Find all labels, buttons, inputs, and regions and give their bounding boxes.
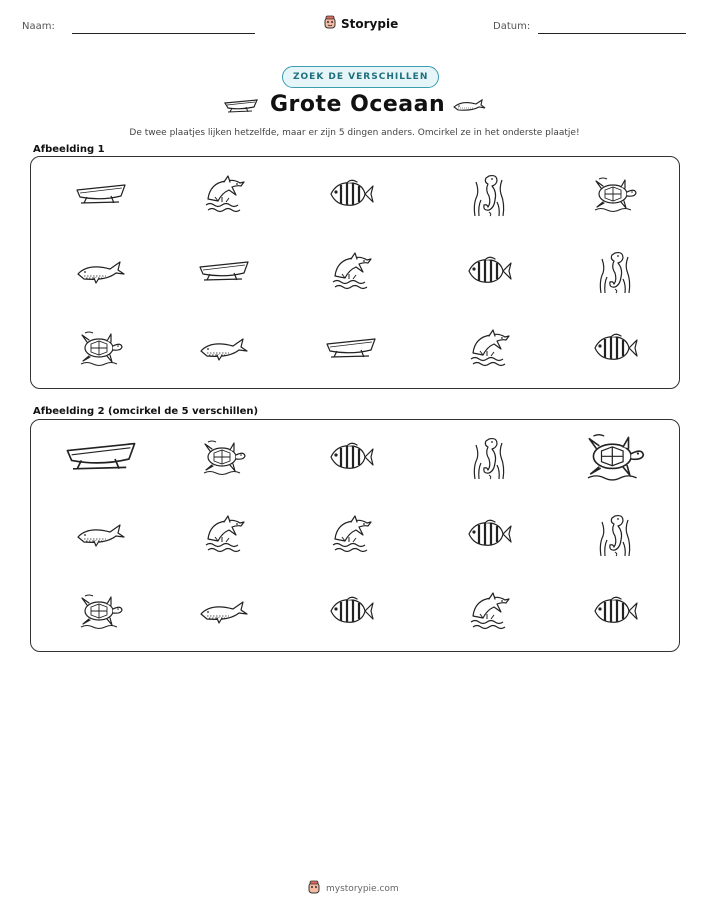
- picture1-label: Afbeelding 1: [33, 144, 105, 155]
- seahorse-icon: [469, 170, 509, 222]
- footer-url: mystorypie.com: [326, 883, 399, 894]
- fish-icon: [591, 331, 639, 369]
- storypie-mascot-icon: [323, 14, 337, 33]
- activity-badge: ZOEK DE VERSCHILLEN: [282, 66, 439, 88]
- fish-icon: [465, 254, 513, 292]
- title-whale-icon: [452, 97, 486, 117]
- dolphin-icon: [329, 250, 373, 296]
- whale-icon[interactable]: [76, 521, 126, 551]
- title-canoe-icon: [224, 98, 258, 117]
- turtle-icon: [591, 176, 639, 216]
- seahorse-icon[interactable]: [595, 510, 635, 562]
- dolphin-icon[interactable]: [467, 590, 511, 636]
- brand-name: Storypie: [341, 16, 399, 31]
- instructions-text: De twee plaatjes lijken hetzelfde, maar er zijn 5 dingen anders. Omcirkel ze in het onderste plaatje!: [129, 128, 580, 138]
- canoe-icon: [198, 259, 250, 287]
- dolphin-icon[interactable]: [202, 513, 246, 559]
- dolphin-icon: [467, 327, 511, 373]
- canoe-icon: [325, 336, 377, 364]
- picture2-panel[interactable]: [30, 419, 680, 652]
- footer: [307, 880, 399, 897]
- name-field[interactable]: [72, 33, 255, 34]
- picture2-label: Afbeelding 2 (omcirkel de 5 verschillen): [33, 406, 259, 417]
- canoe-icon: [75, 182, 127, 210]
- turtle-icon: [77, 330, 125, 370]
- whale-icon: [76, 258, 126, 288]
- brand-logo: [323, 14, 398, 33]
- whale-icon[interactable]: [199, 598, 249, 628]
- fish-icon: [327, 177, 375, 215]
- dolphin-icon[interactable]: [329, 513, 373, 559]
- canoe-icon[interactable]: [65, 439, 138, 478]
- turtle-icon[interactable]: [77, 593, 125, 633]
- fish-icon[interactable]: [327, 440, 375, 478]
- fish-icon[interactable]: [327, 594, 375, 632]
- turtle-icon[interactable]: [200, 439, 248, 479]
- whale-icon: [199, 335, 249, 365]
- dolphin-icon: [202, 173, 246, 219]
- turtle-icon[interactable]: [583, 432, 648, 486]
- storypie-mascot-icon: [307, 880, 321, 897]
- seahorse-icon: [595, 247, 635, 299]
- picture1-panel: [30, 156, 680, 389]
- page-title: Grote Oceaan: [270, 92, 446, 117]
- date-field[interactable]: [538, 33, 686, 34]
- fish-icon[interactable]: [591, 594, 639, 632]
- date-label: Datum:: [493, 21, 531, 32]
- seahorse-icon[interactable]: [469, 433, 509, 485]
- fish-icon[interactable]: [465, 517, 513, 555]
- name-label: Naam:: [22, 21, 55, 32]
